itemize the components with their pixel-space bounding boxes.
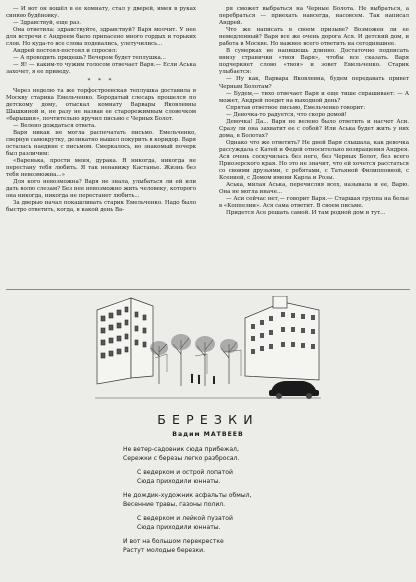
poem-line: С ведерком и острой лопатой	[137, 468, 233, 476]
paragraph: Она ответила: здравствуйте, здравствуй? Варя молчит. У нее для встречи с Андреем было припасено много гордых и горьких слов. Но куда-то все слова подевались, улетучились...	[6, 27, 196, 48]
poem-stanza	[93, 492, 323, 509]
section-divider	[6, 289, 410, 290]
paragraph: Однако что же ответить? Не дней Варя слышала, как девочка рассуждала с Катей и Федей относительно возвращения Андрея. Ася очень соскучилась без него, без Черных Болот, без всего Приозерского края. Но это не значит, что ей хочется расстаться со своими друзьями, с ребятами, с Татьяной Филипповной, с Ксенией, с Домом имени Карла и Розы.	[219, 139, 409, 182]
poem-line: И вот на большом перекрестке	[123, 537, 224, 545]
car	[269, 381, 319, 399]
paragraph: — Велено дождаться ответа.	[13, 122, 96, 129]
poem-body	[0, 446, 416, 561]
paragraph: — Будем,— тихо отвечает Варя и еще тише спрашивает: — А может, Андрей поедет на выходной день?	[219, 90, 409, 104]
poem-line: С ведерком и лейкой пузатой	[137, 514, 233, 522]
paragraph: — Ну как, Варвара Яковлевна, будем передавать привет Черным Болотам?	[219, 76, 409, 90]
paragraph: «Варенька, прости меня, дурака. Я никогда, никогда не перестану тебя любить. Я так ненавижу Кастанье. Жизнь без тебя невозможна...»	[6, 157, 196, 179]
poem-stanza	[93, 469, 323, 486]
poem-stanza	[93, 446, 323, 463]
paragraph: Андрей постоял-постоял и спросил:	[13, 48, 118, 55]
paragraph: Для кого невозможна? Варя не знала, улыбаться ли ей или дать волю слезам? Без нее невозможно жить человеку, которого она никогда, никогда не перестанет любить...	[6, 179, 196, 200]
street-illustration	[95, 296, 321, 406]
poem-line: Не дождик-художник асфальты обмыл,	[123, 491, 252, 499]
paragraph: — Я! — каким-то чужим голосом отвечает Варя.— Если Аська захочет, я ее приведу.	[6, 62, 196, 76]
paragraph: Спрятав ответное письмо, Емельченко говорит:	[226, 104, 366, 111]
poem-line: Не ветер-садовник сюда прибежал,	[123, 446, 239, 453]
poem-line: Сюда приходили юннаты.	[137, 477, 221, 485]
section-break: * * *	[87, 78, 115, 85]
paragraph: — А проводить придешь? Вечером будет теплушка...	[13, 55, 166, 62]
foliage	[150, 334, 238, 355]
story-column-left	[6, 6, 196, 214]
building-right	[245, 296, 319, 380]
poem-author: Вадим МАТВЕЕВ	[172, 431, 244, 438]
poem-stanza	[93, 515, 323, 532]
paragraph: Варя никак не могла распечатать письмо. Емельченко, свернув самокрутку, деликатно вышел покурить в коридор. Варя осталась наедине с письмом. Смеркалось, но знакомый почерк был различим:	[6, 129, 196, 157]
story-column-right	[219, 6, 409, 217]
poem-title: БЕРЕЗКИ	[157, 412, 259, 427]
paragraph: Аська, милая Аська, перечисляя всех, называла и ее, Варю. Она не могла иначе...	[219, 182, 409, 196]
poem-line: Сережки с березы легко разбросал.	[123, 454, 240, 462]
paragraph: — Девочка-то радуется, что скоро домой!	[226, 111, 347, 118]
poem-line: Сюда приходили юннаты.	[137, 523, 221, 531]
paragraph: Девочка! Да... Варя не велено было ответить и насчет Аси. Сразу ли она захватит ее с собой? Или Аська будет жить у них дома, в Болотах?	[219, 118, 409, 139]
paragraph: — Аси сейчас нет,— говорит Варя.— Старшая группа на белье в «Коппелии». Ася сама ответит. В своем письме.	[219, 196, 409, 210]
people	[191, 374, 215, 384]
poem-stanza	[93, 538, 323, 555]
paragraph: В сумерках не напишешь длинно. Достаточно подписать внизу странички «твоя Варя», чтобы все сказать. Варя подчеркнет слово «твоя» и зовет Емельченко. Старик улыбается:	[219, 48, 409, 76]
paragraph: Через неделю та же торфостроевская теплушка доставила в Москву старика Емельченко. Бородатый слесарь прошелся по детскому дому, отыскал комнату Варвары Яковлевны Шашкиной и, не разу не назвав ее старорежимным словечком «барышня», почтительно вручил письмо с Черных Болот.	[6, 87, 196, 122]
distant-buildings	[155, 350, 241, 376]
poem-line: Весенние травы, газоны полил.	[123, 500, 226, 508]
paragraph: ря сможет выбраться на Черные Болота. Не выбраться, а перебраться — приехать навсегда, насовсем. Так написал Андрей.	[219, 6, 409, 27]
paragraph: За дверью начал покашливать старик Емельченко. Надо было быстро ответить, когда, в какой день Ва-	[6, 200, 196, 214]
paragraph: — И вот он вошёл в ее комнату, стал у дверей, имея в руках синюю будёновку.	[6, 6, 196, 20]
paragraph: Придется Асе решать самой. И там родной дом и тут...	[226, 210, 386, 217]
paragraph: — Здравствуй, еще раз.	[13, 20, 81, 27]
paragraph: Что же написать в своем призыве? Возможен ли ее немедленный? Варя все же очень дорога Ася. И детский дом, и работа в Москве. Но важнее всего ответить на сегодняшнее.	[219, 27, 409, 48]
poem-line: Растут молодые березки.	[123, 546, 206, 554]
